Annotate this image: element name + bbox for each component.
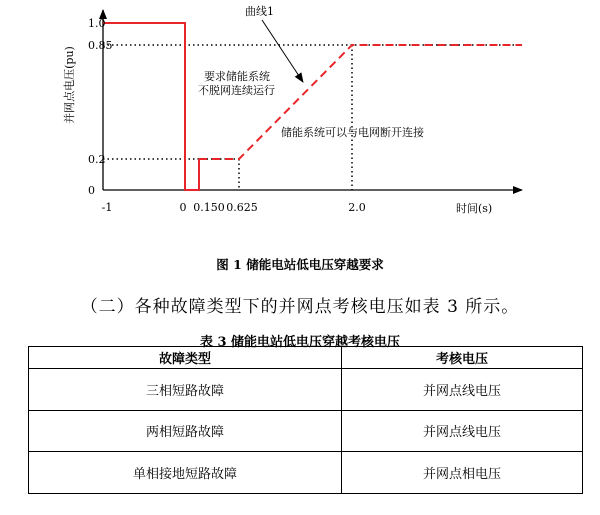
x-tick-label: 0.625 (226, 201, 258, 214)
cell-fault-type: 三相短路故障 (29, 369, 342, 411)
table-caption: 表 3 储能电站低电压穿越考核电压 (199, 335, 401, 350)
guide-lines (103, 45, 522, 190)
table-header-row (29, 347, 583, 369)
table-row (29, 369, 583, 411)
x-axis-label: 时间(s) (456, 202, 493, 215)
cell-check-voltage: 并网点线电压 (342, 369, 583, 411)
x-tick-label: 2.0 (348, 201, 366, 214)
x-tick-label: 0.150 (193, 201, 225, 214)
cell-check-voltage: 并网点线电压 (342, 410, 583, 452)
table-row (29, 410, 583, 452)
cell-check-voltage: 并网点相电压 (342, 452, 583, 494)
y-tick-label: 0.2 (88, 153, 106, 166)
y-tick-label: 1.0 (88, 17, 106, 30)
tick-labels (88, 17, 366, 214)
annotation-operate-line1: 要求储能系统 (204, 70, 270, 83)
cell-fault-type: 两相短路故障 (29, 410, 342, 452)
x-tick-label: -1 (101, 201, 113, 214)
cell-fault-type: 单相接地短路故障 (29, 452, 342, 494)
curve-label: 曲线1 (245, 5, 274, 18)
curve-segment-solid (103, 23, 199, 190)
figure-caption: 图 1 储能电站低电压穿越要求 (216, 257, 384, 272)
annotation-disconnect: 储能系统可以与电网断开连接 (281, 126, 424, 139)
voltage-table (28, 346, 583, 494)
header-check-voltage: 考核电压 (342, 347, 583, 369)
x-tick-label: 0 (179, 201, 187, 214)
annotation-operate-line2: 不脱网连续运行 (198, 84, 275, 97)
table-row (29, 452, 583, 494)
curve-segment-dashed (199, 45, 522, 159)
body-paragraph: （二）各种故障类型下的并网点考核电压如表 3 所示。 (80, 297, 520, 317)
y-tick-label: 0 (88, 184, 95, 197)
y-axis-label: 并网点电压(pu) (63, 46, 76, 124)
header-fault-type: 故障类型 (29, 347, 342, 369)
voltage-ride-through-chart (0, 0, 600, 232)
y-tick-label: 0.85 (88, 39, 113, 52)
chart-series (103, 23, 522, 190)
